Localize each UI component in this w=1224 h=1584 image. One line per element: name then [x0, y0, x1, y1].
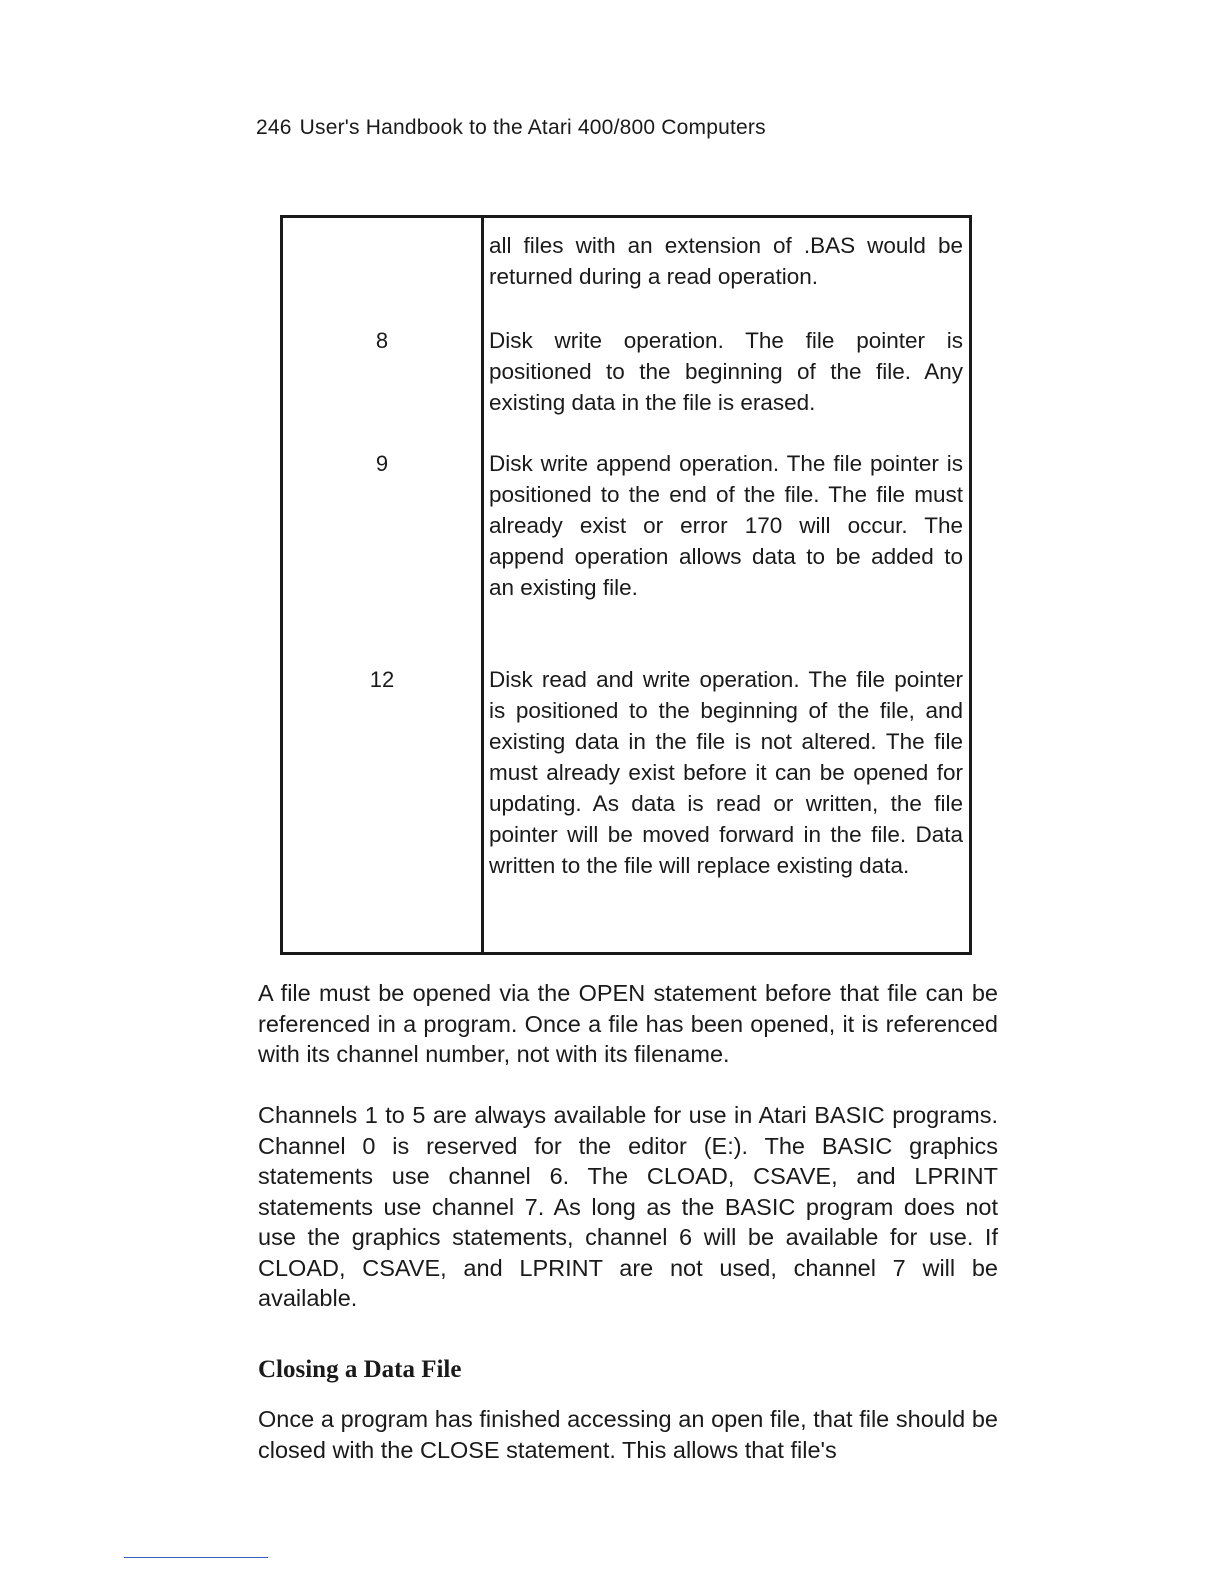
table-column-divider	[481, 218, 484, 952]
description-cell: all files with an extension of .BAS would be returned during a read operation.	[489, 233, 963, 289]
body-paragraph: Channels 1 to 5 are always available for use in Atari BASIC programs. Channel 0 is reserved for the editor (E:). The BASIC graphics statements use channel 6. The CLOAD, CSAVE, and LPRINT statements use channel 7. As long as the BASIC program does not use the graphics statements, channel 6 will be available for use. If CLOAD, CSAVE, and LPRINT are not used, channel 7 will be available.	[258, 1102, 998, 1311]
description-cell: Disk write operation. The file pointer is positioned to the beginning of the file. Any existing data in the file is erased.	[489, 328, 963, 415]
description-cell: Disk read and write operation. The file pointer is positioned to the beginning of the file, and existing data in the file is not altered. The file must already exist before it can be opened for updating. As data is read or written, the file pointer will be moved forward in the file. Data written to the file will replace existing data.	[489, 667, 963, 878]
footer-rule	[124, 1557, 268, 1558]
body-paragraph: A file must be opened via the OPEN statement before that file can be referenced in a program. Once a file has been opened, it is referenced with its channel number, not with its filename.	[258, 980, 998, 1067]
mode-cell: 12	[369, 667, 395, 692]
open-mode-table	[280, 215, 972, 955]
page-number: 246	[256, 116, 292, 139]
running-head	[256, 116, 766, 140]
body-paragraph: Once a program has finished accessing an open file, that file should be closed with the CLOSE statement. This allows that file's	[258, 1406, 998, 1463]
mode-cell: 9	[375, 451, 389, 476]
section-heading: Closing a Data File	[258, 1356, 462, 1383]
book-title: User's Handbook to the Atari 400/800 Computers	[299, 116, 766, 139]
description-cell: Disk write append operation. The file pointer is positioned to the end of the file. The file must already exist or error 170 will occur. The append operation allows data to be added to an existing file.	[489, 451, 963, 600]
mode-cell: 8	[375, 328, 389, 353]
